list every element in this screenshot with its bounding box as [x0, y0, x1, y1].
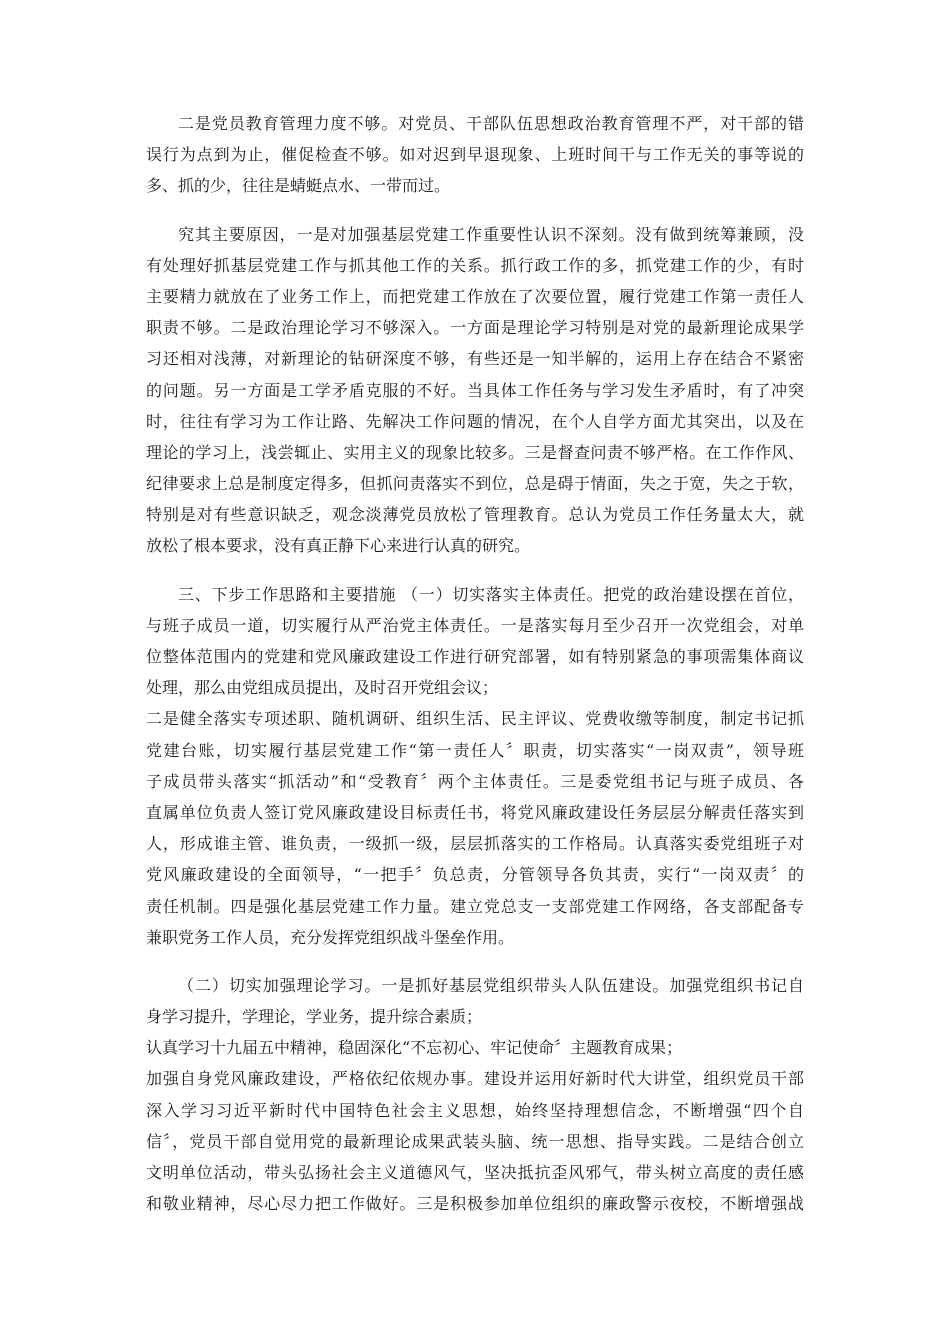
text-line: 理论的学习上，浅尝辄止、实用主义的现象比较多。三是督查问责不够严格。在工作作风、 [146, 442, 804, 462]
text-line: 特别是对有些意识缺乏，观念淡薄党员放松了管理教育。总认为党员工作任务量太大，就 [146, 505, 804, 525]
paragraph [146, 108, 804, 202]
text-line: 文明单位活动，带头弘扬社会主义道德风气，坚决抵抗歪风邪气，带头树立高度的责任感 [146, 1163, 804, 1182]
text-line: 党建台账，切实履行基层党建工作“第一责任人〞职责，切实落实“一岗双责”，领导班 [146, 740, 804, 760]
text-line: 深入学习习近平新时代中国特色社会主义思想，始终坚持理想信念，不断增强“四个自 [146, 1100, 804, 1120]
text-line: 身学习提升，学理论，学业务，提升综合素质； [146, 1007, 483, 1027]
text-line: 误行为点到为止，催促检查不够。如对迟到早退现象、上班时间干与工作无关的事等说的 [146, 145, 804, 165]
text-line: 信〞，党员干部自觉用党的最新理论成果武装头脑、统一思想、指导实践。二是结合创立 [146, 1131, 804, 1151]
text-line: 直属单位负责人签订党风廉政建设目标责任书，将党风廉政建设任务层层分解责任落实到 [146, 802, 804, 822]
text-line: （二）切实加强理论学习。一是抓好基层党组织带头人队伍建设。加强党组织书记自 [178, 975, 804, 995]
text-line: 位整体范围内的党建和党风廉政建设工作进行研究部署，如有特别紧急的事项需集体商议 [146, 647, 804, 666]
text-line: 职责不够。二是政治理论学习不够深入。一方面是理论学习特别是对党的最新理论成果学 [146, 318, 804, 338]
text-line: 多、抓的少，往往是蜻蜓点水、一带而过。 [146, 176, 451, 196]
text-line: 时，往往有学习为工作让路、先解决工作问题的情况，在个人自学方面尤其突出，以及在 [146, 411, 804, 431]
text-line: 纪律要求上总是制度定得多，但抓问责落实不到位，总是碍于情面，失之于宽，失之于软， [146, 474, 804, 494]
text-line: 兼职党务工作人员，充分发挥党组织战斗堡垒作用。 [146, 927, 515, 947]
text-line: 主要精力就放在了业务工作上，而把党建工作放在了次要位置，履行党建工作第一责任人 [146, 286, 804, 306]
paragraph [146, 970, 804, 1220]
text-line: 党风廉政建设的全面领导，“一把手〞负总责，分管领导各负其责，实行“一岗双责〞的 [146, 865, 804, 885]
text-line: 责任机制。四是强化基层党建工作力量。建立党总支一支部党建工作网络，各支部配备专 [146, 896, 804, 916]
text-line: 究其主要原因，一是对加强基层党建工作重要性认识不深刻。没有做到统筹兼顾，没 [178, 224, 804, 244]
text-line: 二是健全落实专项述职、随机调研、组织生活、民主评议、党费收缴等制度，制定书记抓 [146, 709, 804, 729]
text-line: 认真学习十九届五中精神，稳固深化“不忘初心、牢记使命〞主题教育成果； [146, 1038, 683, 1058]
text-line: 加强自身党风廉政建设，严格依纪依规办事。建设并运用好新时代大讲堂，组织党员干部 [146, 1069, 804, 1089]
text-line: 处理，那么由党组成员提出，及时召开党组会议； [146, 678, 499, 698]
text-line: 三、下步工作思路和主要措施 （一）切实落实主体责任。把党的政治建设摆在首位， [178, 584, 804, 604]
text-line: 与班子成员一道，切实履行从严治党主体责任。一是落实每月至少召开一次党组会，对单 [146, 615, 804, 635]
paragraph [146, 219, 804, 562]
text-line: 有处理好抓基层党建工作与抓其他工作的关系。抓行政工作的多，抓党建工作的少，有时 [146, 255, 804, 275]
text-line: 子成员带头落实“抓活动”和“受教育〞两个主体责任。三是委党组书记与班子成员、各 [146, 771, 804, 791]
text-line: 和敬业精神，尽心尽力把工作做好。三是积极参加单位组织的廉政警示夜校，不断增强战 [146, 1194, 804, 1214]
text-line: 放松了根本要求，没有真正静下心来进行认真的研究。 [146, 536, 531, 556]
text-line: 人，形成谁主管、谁负责，一级抓一级，层层抓落实的工作格局。认真落实委党组班子对 [146, 834, 804, 854]
text-line: 的问题。另一方面是工学矛盾克服的不好。当具体工作任务与学习发生矛盾时，有了冲突 [146, 380, 804, 400]
paragraph [146, 579, 804, 953]
text-line: 二是党员教育管理力度不够。对党员、干部队伍思想政治教育管理不严，对干部的错 [178, 114, 804, 133]
text-line: 习还相对浅薄，对新理论的钻研深度不够，有些还是一知半解的，运用上存在结合不紧密 [146, 349, 804, 369]
document-body [146, 108, 804, 1219]
